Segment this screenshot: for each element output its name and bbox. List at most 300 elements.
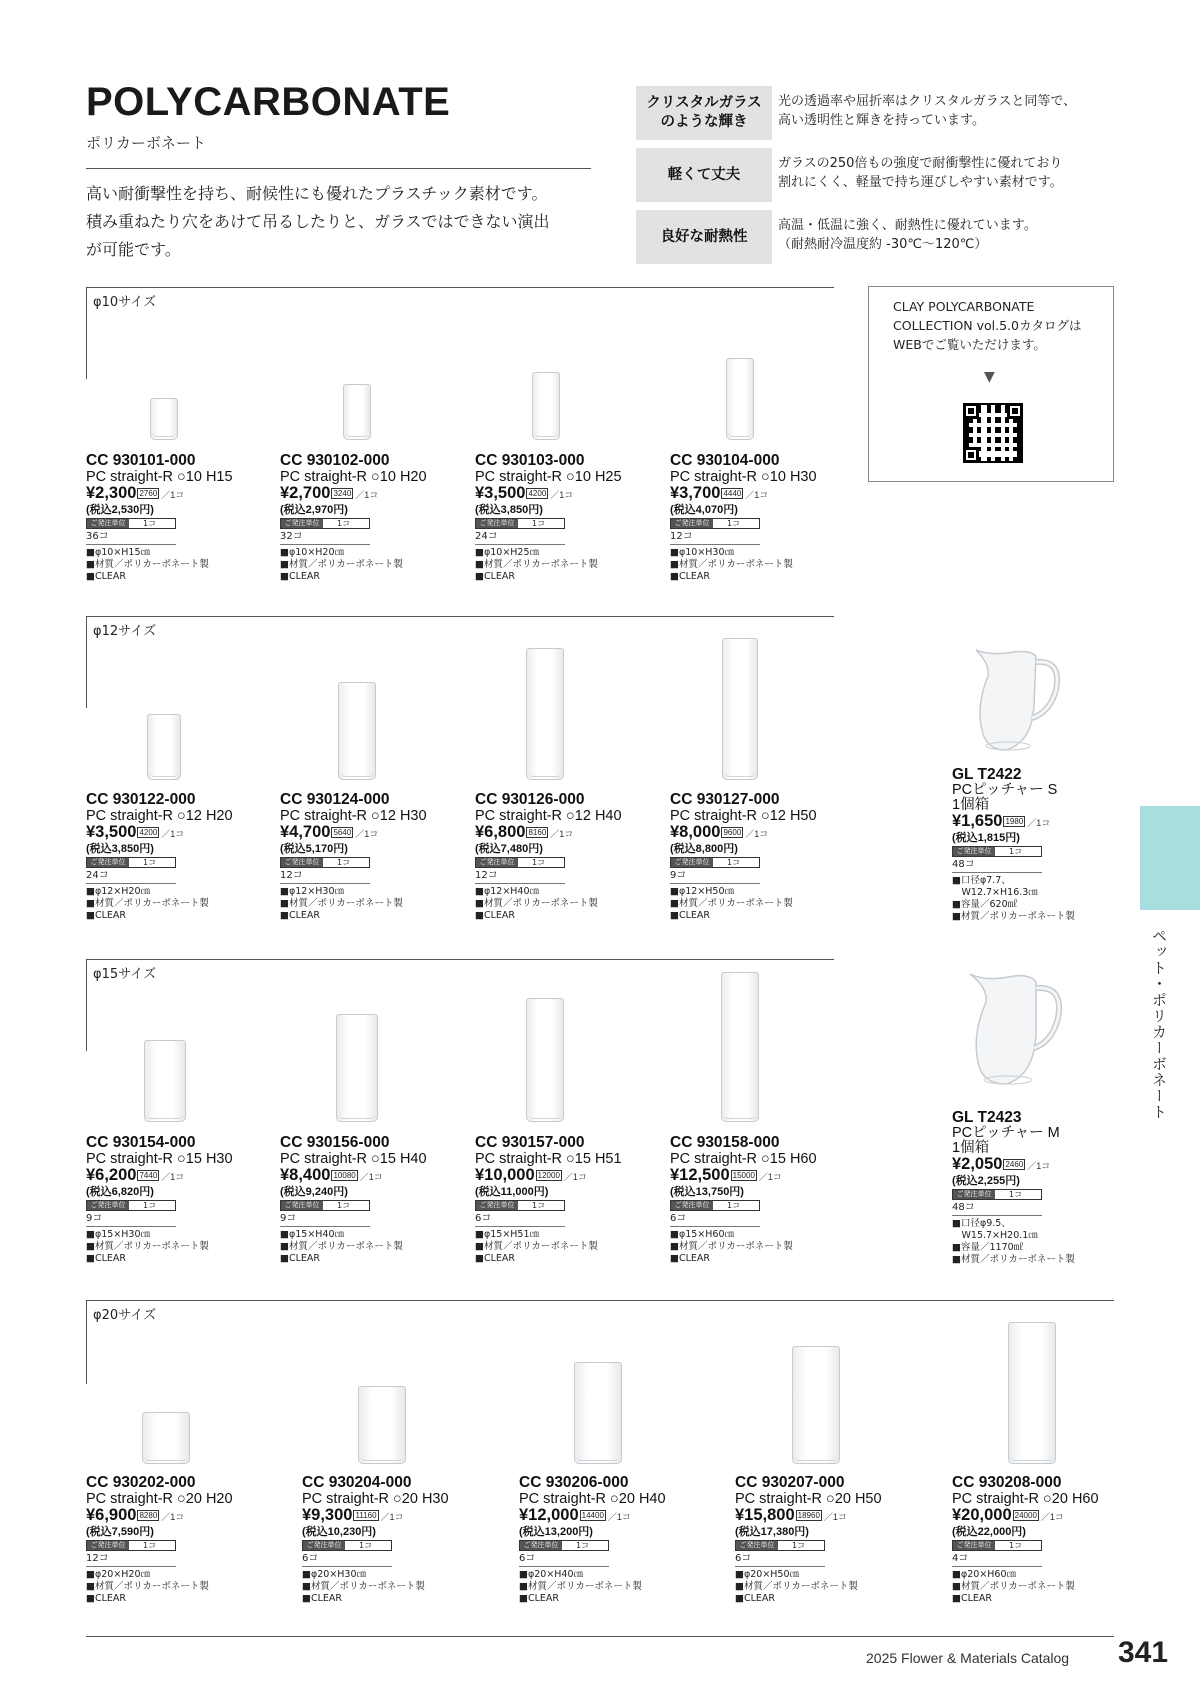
price-row: [86, 1167, 266, 1186]
product-card[interactable]: [952, 1109, 1132, 1266]
order-unit-label: ご発注単位: [671, 858, 713, 867]
product-price: ¥2,050: [952, 1155, 1003, 1173]
vase-image: [343, 384, 371, 440]
footer-divider: [86, 1636, 1114, 1637]
spec-size: ■φ10×H20㎝: [280, 547, 345, 558]
case-qty: 6コ: [735, 1553, 752, 1564]
price-unit: ／1コ: [550, 490, 574, 500]
spec-line: ■口径φ7.7、: [952, 875, 1011, 886]
spec-color: ■CLEAR: [302, 1593, 343, 1604]
feature-heat: [636, 210, 1116, 264]
feature-text-line: 高温・低温に強く、耐熱性に優れています。: [778, 218, 1037, 233]
product-code: GL T2422: [952, 766, 1022, 783]
case-qty: 6コ: [475, 1213, 492, 1224]
order-unit-label: ご発注単位: [281, 858, 323, 867]
product-card[interactable]: [280, 1134, 460, 1265]
order-unit-label: ご発注単位: [476, 519, 518, 528]
price-unit: ／1コ: [161, 490, 185, 500]
product-card[interactable]: [735, 1474, 915, 1605]
spec-material: ■材質／ポリカーボネート製: [280, 1241, 403, 1252]
down-arrow-icon: ▼: [984, 369, 995, 385]
page-title: POLYCARBONATE: [86, 80, 451, 124]
spec-color: ■CLEAR: [670, 571, 711, 582]
order-unit-value: 1コ: [1009, 1541, 1023, 1550]
spec-color: ■CLEAR: [86, 910, 127, 921]
spec-color: ■CLEAR: [670, 910, 711, 921]
tax-price: (税込17,380円): [735, 1526, 809, 1538]
order-unit-value: 1コ: [532, 1201, 546, 1210]
product-card[interactable]: [670, 1134, 850, 1265]
vase-image: [721, 972, 759, 1122]
product-card[interactable]: [86, 1134, 266, 1265]
spec-size: ■φ10×H15㎝: [86, 547, 151, 558]
intro-text: [86, 180, 606, 264]
spec-material: ■材質／ポリカーボネート製: [952, 1581, 1075, 1592]
spec-color: ■CLEAR: [280, 571, 321, 582]
product-card[interactable]: [475, 791, 655, 922]
case-qty: 6コ: [670, 1213, 687, 1224]
vase-image: [150, 398, 178, 440]
product-price: ¥2,300: [86, 484, 137, 502]
product-name: PC straight-R ○15 H60: [670, 1151, 817, 1167]
price-row: [86, 824, 266, 843]
product-code: CC 930122-000: [86, 791, 196, 808]
tax-price: (税込11,000円): [475, 1186, 549, 1198]
box-price: 12000: [537, 1171, 560, 1180]
order-unit-value: 1コ: [337, 858, 351, 867]
case-qty: 12コ: [475, 870, 498, 881]
product-code: CC 930127-000: [670, 791, 780, 808]
tax-price: (税込5,170円): [280, 843, 348, 855]
spec-divider: [952, 872, 1042, 873]
product-price: ¥2,700: [280, 484, 331, 502]
spec-divider: [735, 1566, 825, 1567]
product-price: ¥3,500: [86, 823, 137, 841]
box-price: 3240: [333, 489, 352, 498]
price-unit: ／1コ: [161, 1172, 185, 1182]
order-unit-value: 1コ: [727, 858, 741, 867]
product-name: PC straight-R ○10 H25: [475, 469, 622, 485]
spec-divider: [280, 883, 370, 884]
spec-line: W12.7×H16.3㎝: [952, 887, 1038, 898]
vase-image: [336, 1014, 378, 1122]
feature-text-line: 割れにくく、軽量で持ち運びしやすい素材です。: [778, 175, 1063, 190]
order-unit: [670, 857, 760, 868]
price-unit: ／1コ: [380, 1512, 404, 1522]
spec-divider: [670, 883, 760, 884]
feature-text: [778, 92, 1118, 130]
order-unit-label: ご発注単位: [671, 519, 713, 528]
case-qty: 9コ: [280, 1213, 297, 1224]
product-card[interactable]: [86, 1474, 266, 1605]
pitcher-s-image: [970, 646, 1062, 756]
spec-material: ■材質／ポリカーボネート製: [475, 1241, 598, 1252]
product-card[interactable]: [86, 791, 266, 922]
qr-code-icon[interactable]: [963, 403, 1023, 463]
price-unit: ／1コ: [563, 1172, 587, 1182]
product-code: CC 930126-000: [475, 791, 585, 808]
spec-material: ■材質／ポリカーボネート製: [86, 1241, 209, 1252]
vase-image: [142, 1412, 190, 1464]
product-price: ¥6,900: [86, 1506, 137, 1524]
order-unit: [519, 1540, 609, 1551]
spec-material: ■材質／ポリカーボネート製: [670, 559, 793, 570]
product-name: PCピッチャー S: [952, 782, 1058, 798]
product-card[interactable]: [475, 452, 655, 583]
spec-line: ■容量／1170㎖: [952, 1242, 1024, 1253]
order-unit: [280, 518, 370, 529]
spec-line: ■材質／ポリカーボネート製: [952, 911, 1075, 922]
product-code: CC 930154-000: [86, 1134, 196, 1151]
side-category-tab[interactable]: [1140, 806, 1200, 910]
product-name: PC straight-R ○12 H50: [670, 808, 817, 824]
box-price: 4440: [723, 489, 742, 498]
box-price: 7440: [139, 1171, 158, 1180]
product-name: PC straight-R ○12 H20: [86, 808, 233, 824]
pitcher-m-image: [966, 970, 1064, 1090]
order-unit: [302, 1540, 392, 1551]
product-code: CC 930204-000: [302, 1474, 412, 1491]
case-qty: 4コ: [952, 1553, 969, 1564]
vase-image: [722, 638, 758, 780]
order-unit-label: ご発注単位: [953, 1190, 995, 1199]
tax-price: (税込2,970円): [280, 504, 348, 516]
spec-divider: [280, 1226, 370, 1227]
price-row: [952, 813, 1132, 832]
spec-color: ■CLEAR: [280, 1253, 321, 1264]
spec-divider: [670, 1226, 760, 1227]
product-code: GL T2423: [952, 1109, 1022, 1126]
spec-line: ■容量／620㎖: [952, 899, 1018, 910]
order-unit: [86, 1200, 176, 1211]
order-unit-value: 1コ: [532, 519, 546, 528]
product-price: ¥6,800: [475, 823, 526, 841]
case-qty: 36コ: [86, 531, 109, 542]
price-row: [475, 1167, 655, 1186]
tax-price: (税込3,850円): [475, 504, 543, 516]
web-catalog-line: COLLECTION vol.5.0カタログは: [893, 318, 1082, 333]
price-row: [86, 1507, 266, 1526]
vase-image: [338, 682, 376, 780]
price-unit: ／1コ: [1040, 1512, 1064, 1522]
order-unit: [475, 857, 565, 868]
product-card[interactable]: [670, 791, 850, 922]
price-unit: ／1コ: [355, 829, 379, 839]
spec-divider: [519, 1566, 609, 1567]
product-card[interactable]: [280, 452, 460, 583]
product-code: CC 930208-000: [952, 1474, 1062, 1491]
spec-divider: [952, 1215, 1042, 1216]
case-qty: 32コ: [280, 531, 303, 542]
product-code: CC 930202-000: [86, 1474, 196, 1491]
product-pack: 1個箱: [952, 797, 990, 813]
price-row: [475, 485, 655, 504]
spec-line: ■材質／ポリカーボネート製: [952, 1254, 1075, 1265]
tax-price: (税込3,850円): [86, 843, 154, 855]
spec-size: ■φ20×H60㎝: [952, 1569, 1017, 1580]
case-qty: 9コ: [86, 1213, 103, 1224]
feature-text: [778, 154, 1118, 192]
spec-size: ■φ15×H51㎝: [475, 1229, 540, 1240]
feature-text: [778, 216, 1118, 254]
order-unit-value: 1コ: [1009, 1190, 1023, 1199]
tax-price: (税込6,820円): [86, 1186, 154, 1198]
order-unit-value: 1コ: [359, 1541, 373, 1550]
vase-image: [144, 1040, 186, 1122]
order-unit-label: ご発注単位: [953, 847, 995, 856]
vase-image: [358, 1386, 406, 1464]
order-unit: [280, 857, 370, 868]
product-name: PC straight-R ○20 H50: [735, 1491, 882, 1507]
price-row: [735, 1507, 915, 1526]
order-unit-value: 1コ: [727, 519, 741, 528]
qr-finder: [1007, 403, 1023, 419]
spec-line: W15.7×H20.1㎝: [952, 1230, 1038, 1241]
product-name: PC straight-R ○12 H40: [475, 808, 622, 824]
vase-image: [526, 648, 564, 780]
product-card[interactable]: [280, 791, 460, 922]
case-qty: 6コ: [519, 1553, 536, 1564]
product-price: ¥4,700: [280, 823, 331, 841]
order-unit-value: 1コ: [143, 858, 157, 867]
tax-price: (税込4,070円): [670, 504, 738, 516]
tax-price: (税込2,530円): [86, 504, 154, 516]
price-unit: ／1コ: [758, 1172, 782, 1182]
spec-color: ■CLEAR: [280, 910, 321, 921]
order-unit-value: 1コ: [576, 1541, 590, 1550]
feature-label: [636, 210, 772, 264]
box-price: 4200: [139, 828, 158, 837]
feature-text-line: 光の透過率や屈折率はクリスタルガラスと同等で、: [778, 94, 1077, 109]
vase-image: [726, 358, 754, 440]
tax-price: (税込8,800円): [670, 843, 738, 855]
spec-material: ■材質／ポリカーボネート製: [86, 1581, 209, 1592]
feature-label: [636, 86, 772, 140]
box-price: 2460: [1005, 1160, 1024, 1169]
product-price: ¥8,400: [280, 1166, 331, 1184]
price-unit: ／1コ: [161, 1512, 185, 1522]
section-label: φ12サイズ: [93, 624, 157, 639]
price-row: [670, 485, 850, 504]
product-name: PC straight-R ○12 H30: [280, 808, 427, 824]
spec-color: ■CLEAR: [519, 1593, 560, 1604]
price-row: [519, 1507, 699, 1526]
order-unit-value: 1コ: [143, 1541, 157, 1550]
price-unit: ／1コ: [161, 829, 185, 839]
order-unit: [86, 857, 176, 868]
product-name: PCピッチャー M: [952, 1125, 1060, 1141]
section-label: φ20サイズ: [93, 1308, 157, 1323]
product-price: ¥6,200: [86, 1166, 137, 1184]
spec-color: ■CLEAR: [952, 1593, 993, 1604]
order-unit-value: 1コ: [143, 519, 157, 528]
product-code: CC 930157-000: [475, 1134, 585, 1151]
order-unit-value: 1コ: [337, 1201, 351, 1210]
price-row: [86, 485, 266, 504]
intro-line: が可能です。: [86, 240, 181, 259]
product-name: PC straight-R ○20 H60: [952, 1491, 1099, 1507]
case-qty: 12コ: [86, 1553, 109, 1564]
order-unit-label: ご発注単位: [476, 858, 518, 867]
title-divider: [86, 168, 591, 169]
order-unit: [735, 1540, 825, 1551]
tax-price: (税込9,240円): [280, 1186, 348, 1198]
product-name: PC straight-R ○10 H30: [670, 469, 817, 485]
spec-size: ■φ12×H40㎝: [475, 886, 540, 897]
box-price: 10080: [333, 1171, 356, 1180]
price-row: [302, 1507, 482, 1526]
order-unit-label: ご発注単位: [303, 1541, 345, 1550]
order-unit-label: ご発注単位: [671, 1201, 713, 1210]
order-unit-label: ご発注単位: [87, 858, 129, 867]
case-qty: 12コ: [670, 531, 693, 542]
tax-price: (税込7,480円): [475, 843, 543, 855]
order-unit: [952, 1540, 1042, 1551]
feature-label: [636, 148, 772, 202]
product-name: PC straight-R ○10 H20: [280, 469, 427, 485]
spec-material: ■材質／ポリカーボネート製: [475, 898, 598, 909]
tax-price: (税込1,815円): [952, 832, 1020, 844]
order-unit-label: ご発注単位: [476, 1201, 518, 1210]
box-price: 18960: [797, 1511, 820, 1520]
order-unit-value: 1コ: [532, 858, 546, 867]
tax-price: (税込7,590円): [86, 1526, 154, 1538]
spec-material: ■材質／ポリカーボネート製: [519, 1581, 642, 1592]
feature-text-line: （耐熱耐冷温度約 -30℃〜120℃）: [778, 237, 988, 252]
spec-size: ■φ15×H60㎝: [670, 1229, 735, 1240]
spec-size: ■φ20×H30㎝: [302, 1569, 367, 1580]
product-card[interactable]: [519, 1474, 699, 1605]
price-unit: ／1コ: [1027, 1161, 1051, 1171]
spec-size: ■φ10×H25㎝: [475, 547, 540, 558]
product-price: ¥12,500: [670, 1166, 730, 1184]
product-price: ¥20,000: [952, 1506, 1012, 1524]
order-unit-label: ご発注単位: [87, 1541, 129, 1550]
spec-color: ■CLEAR: [475, 1253, 516, 1264]
spec-color: ■CLEAR: [735, 1593, 776, 1604]
product-code: CC 930156-000: [280, 1134, 390, 1151]
page-number: 341: [1118, 1636, 1169, 1669]
product-name: PC straight-R ○15 H51: [475, 1151, 622, 1167]
product-pack: 1個箱: [952, 1140, 990, 1156]
product-card[interactable]: [302, 1474, 482, 1605]
spec-color: ■CLEAR: [86, 1593, 127, 1604]
box-price: 14400: [581, 1511, 604, 1520]
product-card[interactable]: [670, 452, 850, 583]
price-row: [280, 824, 460, 843]
feature-label-line: 良好な耐熱性: [660, 228, 748, 245]
price-unit: ／1コ: [359, 1172, 383, 1182]
spec-material: ■材質／ポリカーボネート製: [280, 898, 403, 909]
case-qty: 6コ: [302, 1553, 319, 1564]
spec-color: ■CLEAR: [670, 1253, 711, 1264]
product-code: CC 930207-000: [735, 1474, 845, 1491]
spec-size: ■φ20×H40㎝: [519, 1569, 584, 1580]
price-row: [670, 824, 850, 843]
price-row: [475, 824, 655, 843]
order-unit-value: 1コ: [1009, 847, 1023, 856]
spec-size: ■φ12×H20㎝: [86, 886, 151, 897]
product-price: ¥15,800: [735, 1506, 795, 1524]
order-unit-label: ご発注単位: [736, 1541, 778, 1550]
spec-divider: [86, 1226, 176, 1227]
order-unit-value: 1コ: [337, 519, 351, 528]
order-unit: [475, 518, 565, 529]
spec-size: ■φ15×H40㎝: [280, 1229, 345, 1240]
order-unit: [952, 846, 1042, 857]
case-qty: 9コ: [670, 870, 687, 881]
product-card[interactable]: [86, 452, 266, 583]
price-row: [280, 1167, 460, 1186]
case-qty: 24コ: [475, 531, 498, 542]
order-unit-value: 1コ: [727, 1201, 741, 1210]
tax-price: (税込13,200円): [519, 1526, 593, 1538]
spec-divider: [86, 544, 176, 545]
spec-color: ■CLEAR: [475, 571, 516, 582]
box-price: 15000: [732, 1171, 755, 1180]
product-code: CC 930124-000: [280, 791, 390, 808]
spec-color: ■CLEAR: [475, 910, 516, 921]
price-unit: ／1コ: [745, 829, 769, 839]
spec-material: ■材質／ポリカーボネート製: [475, 559, 598, 570]
spec-divider: [670, 544, 760, 545]
feature-crystal: [636, 86, 1116, 140]
order-unit: [475, 1200, 565, 1211]
spec-line: ■口径φ9.5、: [952, 1218, 1011, 1229]
spec-divider: [952, 1566, 1042, 1567]
vase-image: [532, 372, 560, 440]
order-unit-label: ご発注単位: [281, 1201, 323, 1210]
price-row: [280, 485, 460, 504]
feature-label-line: 軽くて丈夫: [667, 166, 741, 183]
case-qty: 48コ: [952, 859, 975, 870]
order-unit: [670, 1200, 760, 1211]
order-unit: [86, 518, 176, 529]
spec-divider: [86, 883, 176, 884]
order-unit-value: 1コ: [143, 1201, 157, 1210]
box-price: 2760: [139, 489, 158, 498]
product-price: ¥3,500: [475, 484, 526, 502]
page-subtitle: ポリカーボネート: [86, 134, 206, 152]
order-unit: [280, 1200, 370, 1211]
spec-divider: [475, 883, 565, 884]
spec-material: ■材質／ポリカーボネート製: [302, 1581, 425, 1592]
price-unit: ／1コ: [607, 1512, 631, 1522]
order-unit-value: 1コ: [792, 1541, 806, 1550]
product-code: CC 930103-000: [475, 452, 585, 469]
spec-material: ■材質／ポリカーボネート製: [670, 1241, 793, 1252]
spec-material: ■材質／ポリカーボネート製: [280, 559, 403, 570]
box-price: 5640: [333, 828, 352, 837]
case-qty: 24コ: [86, 870, 109, 881]
product-price: ¥3,700: [670, 484, 721, 502]
web-catalog-line: WEBでご覧いただけます。: [893, 337, 1046, 352]
product-card[interactable]: [952, 766, 1132, 923]
spec-material: ■材質／ポリカーボネート製: [670, 898, 793, 909]
product-card[interactable]: [952, 1474, 1132, 1605]
product-card[interactable]: [475, 1134, 655, 1265]
footer-catalog-name: 2025 Flower & Materials Catalog: [866, 1650, 1070, 1666]
price-row: [952, 1156, 1132, 1175]
spec-material: ■材質／ポリカーボネート製: [735, 1581, 858, 1592]
spec-size: ■φ15×H30㎝: [86, 1229, 151, 1240]
section-frame-10: [86, 287, 834, 379]
feature-durable: [636, 148, 1116, 202]
case-qty: 48コ: [952, 1202, 975, 1213]
product-price: ¥12,000: [519, 1506, 579, 1524]
product-name: PC straight-R ○15 H30: [86, 1151, 233, 1167]
spec-size: ■φ10×H30㎝: [670, 547, 735, 558]
